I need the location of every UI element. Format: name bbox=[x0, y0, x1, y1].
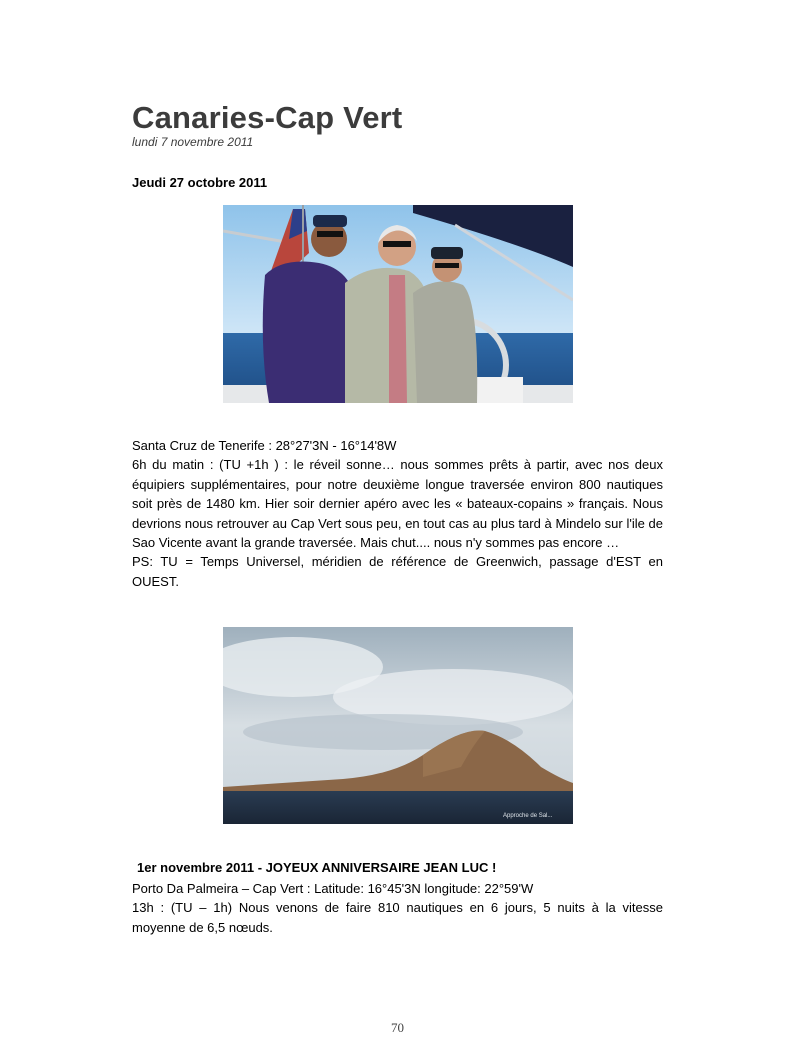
page-number: 70 bbox=[391, 1020, 404, 1035]
photo-caption: Approche de Sal... bbox=[503, 813, 553, 819]
departure-text: 6h du matin : (TU +1h ) : le réveil sonne… nous sommes prêts à partir, avec nos deux équipiers supplémentaires, pour notre deuxième longue traversée environ 800 nautiques soit près de 1480 km. Hier soir dernier apéro avec les « bateaux-copains » français. Nous devrions nous retrouver au Cap Vert sous peu, en tout cas au plus tard à Mindelo sur l'ile de Sao Vicente avant la grande traversée. Mais chut.... nous n'y sommes pas encore … bbox=[132, 457, 663, 551]
section-heading-nov1: 1er novembre 2011 - JOYEUX ANNIVERSAIRE JEAN LUC ! bbox=[137, 860, 497, 875]
section2-body bbox=[132, 879, 663, 937]
position-tenerife: Santa Cruz de Tenerife : 28°27'3N - 16°14'8W bbox=[132, 438, 397, 453]
page-title: Canaries-Cap Vert bbox=[132, 100, 403, 135]
arrival-text: 13h : (TU – 1h) Nous venons de faire 810 nautiques en 6 jours, 5 nuits à la vitesse moyenne de 6,5 nœuds. bbox=[132, 900, 663, 935]
sailors-photo bbox=[223, 205, 573, 403]
post-date: lundi 7 novembre 2011 bbox=[132, 135, 254, 149]
section1-body bbox=[132, 436, 663, 591]
section-heading-oct27: Jeudi 27 octobre 2011 bbox=[132, 175, 268, 190]
island-photo bbox=[223, 627, 573, 824]
position-palmeira: Porto Da Palmeira – Cap Vert : Latitude: 16°45'3N longitude: 22°59'W bbox=[132, 881, 534, 896]
ps-note: PS: TU = Temps Universel, méridien de référence de Greenwich, passage d'EST en OUEST. bbox=[132, 554, 663, 589]
